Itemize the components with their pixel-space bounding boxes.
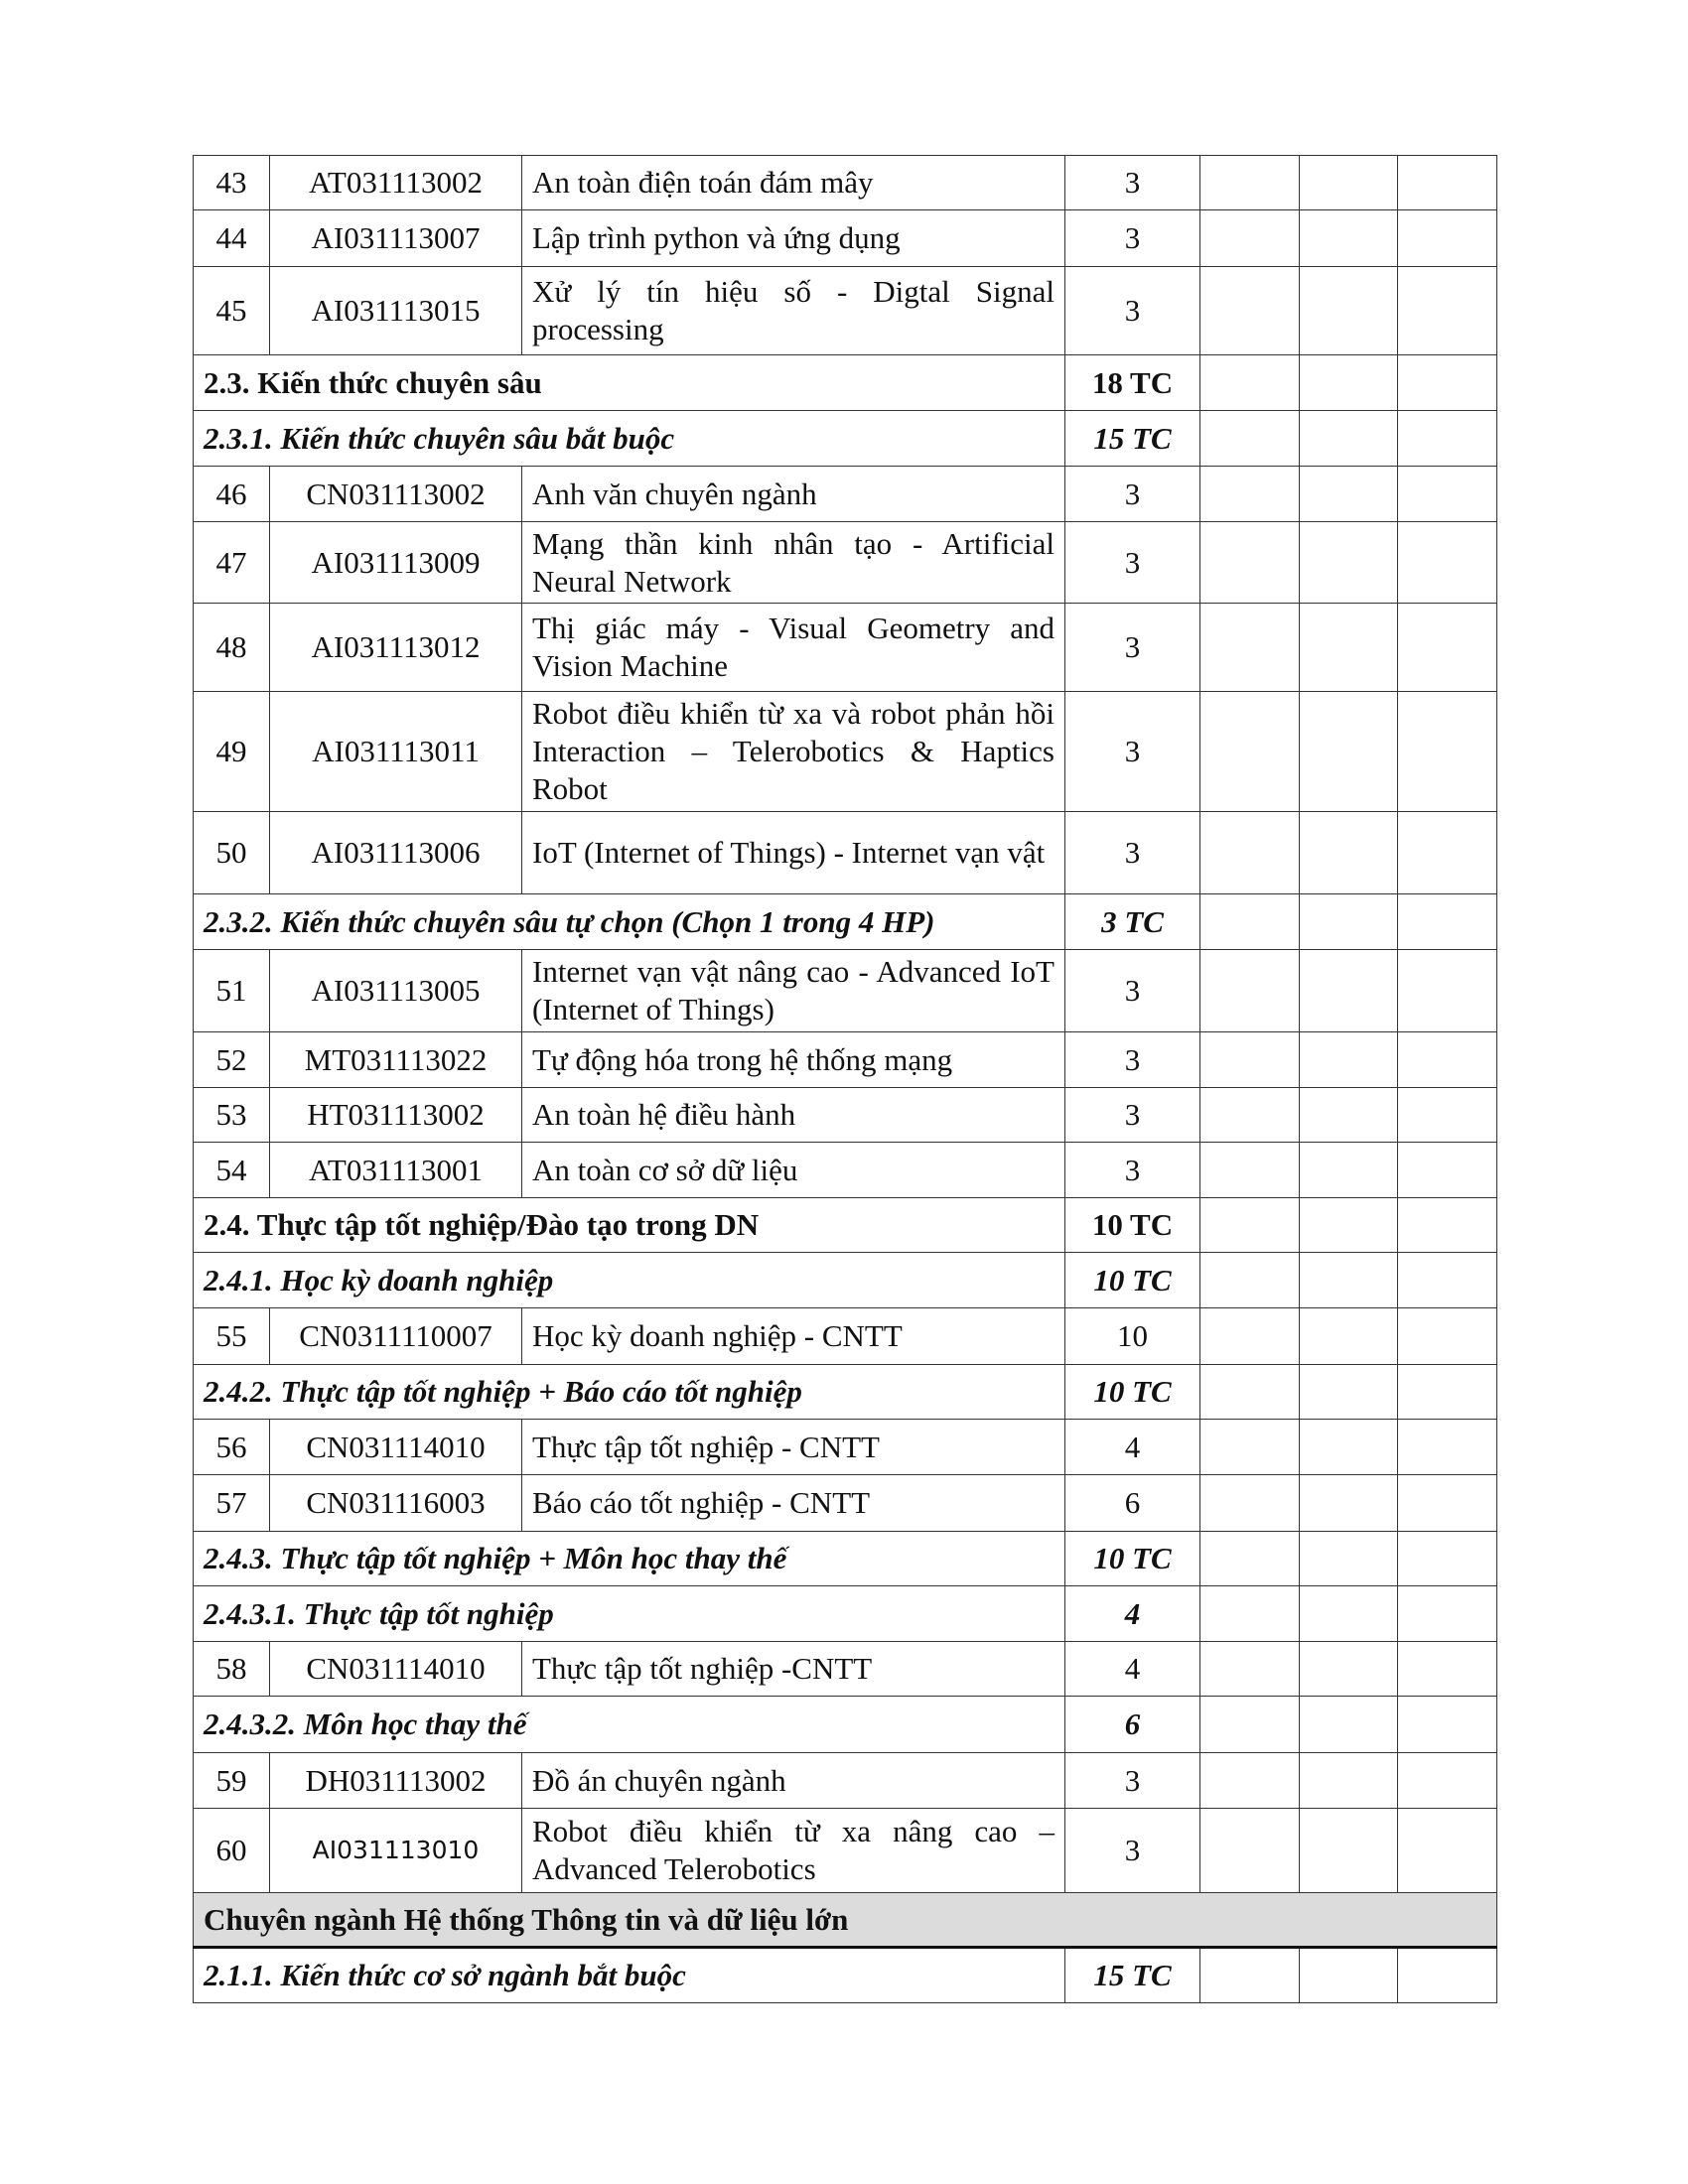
course-number: 43 <box>194 156 270 210</box>
course-credits: 3 <box>1065 692 1200 812</box>
subsection-title: 2.3.2. Kiến thức chuyên sâu tự chọn (Chọn 1 trong 4 HP) <box>194 894 1065 950</box>
course-credits: 3 <box>1065 1088 1200 1143</box>
course-credits: 10 <box>1065 1308 1200 1365</box>
empty-cell <box>1200 1809 1300 1893</box>
specialization-header-row <box>194 1893 1497 1948</box>
empty-cell <box>1200 1143 1300 1198</box>
empty-cell <box>1300 1143 1398 1198</box>
section-credits: 18 TC <box>1065 355 1200 411</box>
subsection-credits: 3 TC <box>1065 894 1200 950</box>
empty-cell <box>1200 411 1300 467</box>
course-name: Thực tập tốt nghiệp -CNTT <box>522 1642 1065 1697</box>
subsection-row <box>194 1586 1497 1642</box>
empty-cell <box>1200 1032 1300 1088</box>
empty-cell <box>1200 894 1300 950</box>
empty-cell <box>1200 1586 1300 1642</box>
subsection-credits: 10 TC <box>1065 1253 1200 1308</box>
subsection-title: 2.1.1. Kiến thức cơ sở ngành bắt buộc <box>194 1948 1065 2003</box>
empty-cell <box>1200 692 1300 812</box>
section-credits: 10 TC <box>1065 1198 1200 1253</box>
course-row <box>194 210 1497 267</box>
course-row <box>194 1753 1497 1809</box>
course-number: 54 <box>194 1143 270 1198</box>
empty-cell <box>1300 1753 1398 1809</box>
course-code: CN031113002 <box>270 467 522 522</box>
course-row <box>194 522 1497 604</box>
empty-cell <box>1200 355 1300 411</box>
empty-cell <box>1200 604 1300 692</box>
subsection-row <box>194 1253 1497 1308</box>
course-credits: 3 <box>1065 267 1200 355</box>
course-number: 57 <box>194 1475 270 1532</box>
course-number: 59 <box>194 1753 270 1809</box>
course-code: AI031113011 <box>270 692 522 812</box>
empty-cell <box>1398 1532 1497 1586</box>
empty-cell <box>1300 1253 1398 1308</box>
course-credits: 3 <box>1065 1753 1200 1809</box>
subsection-row <box>194 1365 1497 1420</box>
empty-cell <box>1200 522 1300 604</box>
empty-cell <box>1398 894 1497 950</box>
empty-cell <box>1398 812 1497 894</box>
empty-cell <box>1398 1253 1497 1308</box>
empty-cell <box>1398 1475 1497 1532</box>
course-code: AI031113010 <box>270 1809 522 1893</box>
empty-cell <box>1398 522 1497 604</box>
empty-cell <box>1200 1532 1300 1586</box>
subsection-credits: 15 TC <box>1065 411 1200 467</box>
empty-cell <box>1300 1586 1398 1642</box>
course-number: 46 <box>194 467 270 522</box>
course-row <box>194 950 1497 1032</box>
empty-cell <box>1300 1032 1398 1088</box>
course-number: 44 <box>194 210 270 267</box>
course-row <box>194 156 1497 210</box>
subsection-title: 2.4.2. Thực tập tốt nghiệp + Báo cáo tốt nghiệp <box>194 1365 1065 1420</box>
empty-cell <box>1398 1420 1497 1475</box>
subsection-title: 2.4.1. Học kỳ doanh nghiệp <box>194 1253 1065 1308</box>
subsection-title: 2.3.1. Kiến thức chuyên sâu bắt buộc <box>194 411 1065 467</box>
course-credits: 3 <box>1065 1143 1200 1198</box>
subsection-row <box>194 1948 1497 2003</box>
empty-cell <box>1200 1308 1300 1365</box>
subsection-title: 2.4.3.1. Thực tập tốt nghiệp <box>194 1586 1065 1642</box>
empty-cell <box>1200 1475 1300 1532</box>
empty-cell <box>1300 467 1398 522</box>
empty-cell <box>1398 1753 1497 1809</box>
subsection-credits: 6 <box>1065 1697 1200 1753</box>
empty-cell <box>1200 210 1300 267</box>
course-row <box>194 692 1497 812</box>
course-number: 56 <box>194 1420 270 1475</box>
empty-cell <box>1300 950 1398 1032</box>
empty-cell <box>1200 1088 1300 1143</box>
curriculum-table <box>193 155 1497 2003</box>
empty-cell <box>1398 1032 1497 1088</box>
empty-cell <box>1200 1948 1300 2003</box>
course-code: CN031114010 <box>270 1420 522 1475</box>
course-credits: 4 <box>1065 1642 1200 1697</box>
empty-cell <box>1300 1308 1398 1365</box>
subsection-title: 2.4.3.2. Môn học thay thế <box>194 1697 1065 1753</box>
empty-cell <box>1300 1198 1398 1253</box>
course-number: 51 <box>194 950 270 1032</box>
empty-cell <box>1398 267 1497 355</box>
course-row <box>194 604 1497 692</box>
course-number: 58 <box>194 1642 270 1697</box>
empty-cell <box>1398 1088 1497 1143</box>
course-number: 50 <box>194 812 270 894</box>
course-number: 55 <box>194 1308 270 1365</box>
empty-cell <box>1398 1308 1497 1365</box>
course-number: 47 <box>194 522 270 604</box>
empty-cell <box>1200 1642 1300 1697</box>
empty-cell <box>1300 604 1398 692</box>
empty-cell <box>1300 1365 1398 1420</box>
course-number: 45 <box>194 267 270 355</box>
course-credits: 3 <box>1065 1809 1200 1893</box>
empty-cell <box>1398 1948 1497 2003</box>
empty-cell <box>1300 210 1398 267</box>
empty-cell <box>1300 1809 1398 1893</box>
course-row <box>194 1642 1497 1697</box>
course-code: AI031113012 <box>270 604 522 692</box>
empty-cell <box>1398 1586 1497 1642</box>
empty-cell <box>1398 411 1497 467</box>
course-number: 49 <box>194 692 270 812</box>
course-row <box>194 1809 1497 1893</box>
course-row <box>194 1475 1497 1532</box>
course-row <box>194 1143 1497 1198</box>
course-credits: 3 <box>1065 1032 1200 1088</box>
section-title: 2.3. Kiến thức chuyên sâu <box>194 355 1065 411</box>
empty-cell <box>1200 267 1300 355</box>
course-code: CN0311110007 <box>270 1308 522 1365</box>
empty-cell <box>1398 210 1497 267</box>
course-name: Lập trình python và ứng dụng <box>522 210 1065 267</box>
course-name: Tự động hóa trong hệ thống mạng <box>522 1032 1065 1088</box>
empty-cell <box>1398 604 1497 692</box>
empty-cell <box>1300 1642 1398 1697</box>
course-code: HT031113002 <box>270 1088 522 1143</box>
empty-cell <box>1200 812 1300 894</box>
subsection-credits: 10 TC <box>1065 1365 1200 1420</box>
course-credits: 3 <box>1065 210 1200 267</box>
section-row <box>194 1198 1497 1253</box>
empty-cell <box>1398 1809 1497 1893</box>
course-code: AT031113002 <box>270 156 522 210</box>
course-name: Anh văn chuyên ngành <box>522 467 1065 522</box>
empty-cell <box>1300 355 1398 411</box>
empty-cell <box>1200 1753 1300 1809</box>
empty-cell <box>1300 692 1398 812</box>
subsection-title: 2.4.3. Thực tập tốt nghiệp + Môn học thay thế <box>194 1532 1065 1586</box>
empty-cell <box>1300 1532 1398 1586</box>
course-credits: 6 <box>1065 1475 1200 1532</box>
empty-cell <box>1398 1198 1497 1253</box>
subsection-credits: 10 TC <box>1065 1532 1200 1586</box>
course-code: AI031113005 <box>270 950 522 1032</box>
course-row <box>194 1308 1497 1365</box>
course-name: An toàn cơ sở dữ liệu <box>522 1143 1065 1198</box>
course-row <box>194 267 1497 355</box>
subsection-credits: 4 <box>1065 1586 1200 1642</box>
empty-cell <box>1300 267 1398 355</box>
course-code: CN031114010 <box>270 1642 522 1697</box>
course-number: 48 <box>194 604 270 692</box>
course-credits: 3 <box>1065 156 1200 210</box>
course-name: Xử lý tín hiệu số - Digtal Signal processing <box>522 267 1065 355</box>
empty-cell <box>1300 894 1398 950</box>
empty-cell <box>1398 1642 1497 1697</box>
empty-cell <box>1398 467 1497 522</box>
subsection-credits: 15 TC <box>1065 1948 1200 2003</box>
course-number: 53 <box>194 1088 270 1143</box>
empty-cell <box>1300 1697 1398 1753</box>
empty-cell <box>1300 522 1398 604</box>
empty-cell <box>1300 812 1398 894</box>
empty-cell <box>1200 156 1300 210</box>
empty-cell <box>1200 1198 1300 1253</box>
section-title: 2.4. Thực tập tốt nghiệp/Đào tạo trong DN <box>194 1198 1065 1253</box>
course-name: Báo cáo tốt nghiệp - CNTT <box>522 1475 1065 1532</box>
subsection-row <box>194 1697 1497 1753</box>
course-name: Internet vạn vật nâng cao - Advanced IoT (Internet of Things) <box>522 950 1065 1032</box>
empty-cell <box>1200 1253 1300 1308</box>
empty-cell <box>1300 156 1398 210</box>
course-name: An toàn điện toán đám mây <box>522 156 1065 210</box>
empty-cell <box>1200 467 1300 522</box>
empty-cell <box>1300 1948 1398 2003</box>
empty-cell <box>1398 156 1497 210</box>
course-name: Đồ án chuyên ngành <box>522 1753 1065 1809</box>
course-row <box>194 1420 1497 1475</box>
empty-cell <box>1200 1420 1300 1475</box>
empty-cell <box>1398 1143 1497 1198</box>
course-row <box>194 1088 1497 1143</box>
course-number: 52 <box>194 1032 270 1088</box>
course-name: Thị giác máy - Visual Geometry and Vision Machine <box>522 604 1065 692</box>
course-name: An toàn hệ điều hành <box>522 1088 1065 1143</box>
empty-cell <box>1398 950 1497 1032</box>
course-credits: 3 <box>1065 812 1200 894</box>
course-name: Robot điều khiển từ xa nâng cao – Advanced Telerobotics <box>522 1809 1065 1893</box>
empty-cell <box>1300 1088 1398 1143</box>
course-credits: 3 <box>1065 522 1200 604</box>
course-code: MT031113022 <box>270 1032 522 1088</box>
course-row <box>194 1032 1497 1088</box>
section-row <box>194 355 1497 411</box>
specialization-title: Chuyên ngành Hệ thống Thông tin và dữ liệu lớn <box>194 1893 1497 1948</box>
empty-cell <box>1398 355 1497 411</box>
course-row <box>194 467 1497 522</box>
course-code: DH031113002 <box>270 1753 522 1809</box>
empty-cell <box>1200 950 1300 1032</box>
empty-cell <box>1300 411 1398 467</box>
course-code: AI031113015 <box>270 267 522 355</box>
course-code: AT031113001 <box>270 1143 522 1198</box>
course-number: 60 <box>194 1809 270 1893</box>
course-row <box>194 812 1497 894</box>
course-name: Robot điều khiển từ xa và robot phản hồi Interaction – Telerobotics & Haptics Robot <box>522 692 1065 812</box>
course-name: IoT (Internet of Things) - Internet vạn vật <box>522 812 1065 894</box>
empty-cell <box>1200 1697 1300 1753</box>
course-credits: 3 <box>1065 604 1200 692</box>
course-credits: 3 <box>1065 467 1200 522</box>
course-code: AI031113007 <box>270 210 522 267</box>
course-code: AI031113009 <box>270 522 522 604</box>
course-code: CN031116003 <box>270 1475 522 1532</box>
empty-cell <box>1300 1420 1398 1475</box>
subsection-row <box>194 411 1497 467</box>
course-name: Học kỳ doanh nghiệp - CNTT <box>522 1308 1065 1365</box>
empty-cell <box>1300 1475 1398 1532</box>
empty-cell <box>1398 692 1497 812</box>
course-credits: 3 <box>1065 950 1200 1032</box>
course-name: Mạng thần kinh nhân tạo - Artificial Neural Network <box>522 522 1065 604</box>
subsection-row <box>194 894 1497 950</box>
empty-cell <box>1398 1697 1497 1753</box>
course-code: AI031113006 <box>270 812 522 894</box>
empty-cell <box>1200 1365 1300 1420</box>
course-name: Thực tập tốt nghiệp - CNTT <box>522 1420 1065 1475</box>
empty-cell <box>1398 1365 1497 1420</box>
subsection-row <box>194 1532 1497 1586</box>
course-credits: 4 <box>1065 1420 1200 1475</box>
